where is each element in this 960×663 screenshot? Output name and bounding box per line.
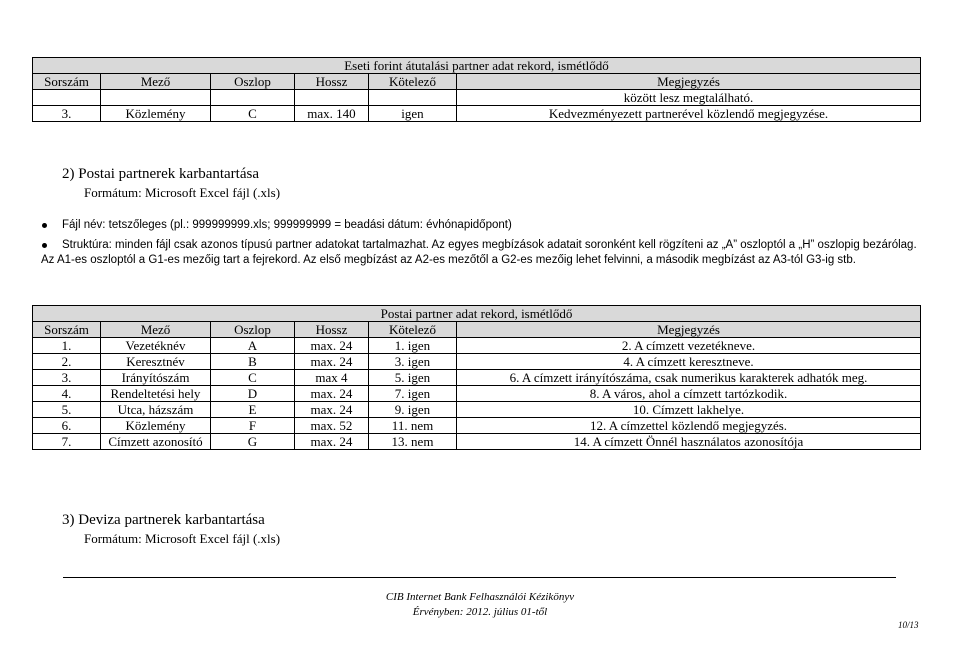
transfer-partner-record-table [32, 57, 921, 122]
page-number: 10/13 [898, 620, 919, 630]
table-cell: 4. [33, 386, 101, 402]
table-title: Postai partner adat rekord, ismétlődő [33, 306, 921, 322]
table-row [33, 354, 921, 370]
table-cell: 4. A címzett keresztneve. [457, 354, 921, 370]
section-heading: 2) Postai partnerek karbantartása [62, 166, 259, 182]
table-cell: 3. [33, 106, 101, 122]
bullet-text: Struktúra: minden fájl csak azonos típusú partner adatokat tartalmazhat. Az egyes megbízások adatait soronként kell rögzíteni az „A” oszloptól a „H” oszlopig bezárólag. Az A1-es oszloptól a G1-es mezőig tart a fejrekord. Az első megbízást az A2-es mezőtől a G2-es mezőig lehet felvinni, a második megbízást az A3-tól G3-ig stb. [41, 239, 917, 266]
table-cell: B [211, 354, 295, 370]
table-cell: max. 24 [295, 338, 369, 354]
table-cell: 1. igen [369, 338, 457, 354]
footer-title: CIB Internet Bank Felhasználói Kézikönyv [385, 591, 575, 603]
table-cell: 5. [33, 402, 101, 418]
header-cell: Hossz [295, 322, 369, 338]
table-cell: max. 140 [295, 106, 369, 122]
bullet-text: Fájl név: tetszőleges (pl.: 999999999.xls; 999999999 = beadási dátum: évhónapidőpont) [62, 219, 512, 231]
format-line: Formátum: Microsoft Excel fájl (.xls) [84, 185, 281, 200]
header-cell: Hossz [295, 74, 369, 90]
table-cell: max. 24 [295, 354, 369, 370]
table-cell: max. 52 [295, 418, 369, 434]
table-title-row [33, 58, 921, 74]
table-cell: igen [369, 106, 457, 122]
header-cell: Oszlop [211, 322, 295, 338]
table-row [33, 386, 921, 402]
note-cell: között lesz megtalálható. [457, 90, 921, 106]
table-cell: 12. A címzettel közlendő megjegyzés. [457, 418, 921, 434]
header-cell: Sorszám [33, 322, 101, 338]
table-cell: D [211, 386, 295, 402]
table-cell: 7. igen [369, 386, 457, 402]
table-cell: C [211, 106, 295, 122]
table-cell: 10. Címzett lakhelye. [457, 402, 921, 418]
table-cell: 8. A város, ahol a címzett tartózkodik. [457, 386, 921, 402]
bullet-icon [42, 223, 47, 228]
table-cell: Rendeltetési hely [101, 386, 211, 402]
table-cell: Utca, házszám [101, 402, 211, 418]
section-heading: 3) Deviza partnerek karbantartása [62, 512, 265, 528]
table-cell: G [211, 434, 295, 450]
table-cell: 2. [33, 354, 101, 370]
header-cell: Mező [101, 74, 211, 90]
table-cell: 7. [33, 434, 101, 450]
table-header-row [33, 322, 921, 338]
table-title-row [33, 306, 921, 322]
table-cell: Közlemény [101, 106, 211, 122]
table-cell: max. 24 [295, 402, 369, 418]
table-cell: A [211, 338, 295, 354]
header-cell: Kötelező [369, 322, 457, 338]
table-cell: 6. A címzett irányítószáma, csak numerikus karakterek adhatók meg. [457, 370, 921, 386]
table-cell: Keresztnév [101, 354, 211, 370]
table-cell: E [211, 402, 295, 418]
header-cell: Megjegyzés [457, 74, 921, 90]
table-cell: max 4 [295, 370, 369, 386]
table-cell: max. 24 [295, 386, 369, 402]
table-cell: 2. A címzett vezetékneve. [457, 338, 921, 354]
header-cell: Kötelező [369, 74, 457, 90]
table-title: Eseti forint átutalási partner adat rekord, ismétlődő [33, 58, 921, 74]
header-cell: Sorszám [33, 74, 101, 90]
table-row [33, 418, 921, 434]
table-cell: Vezetéknév [101, 338, 211, 354]
table-cell: 11. nem [369, 418, 457, 434]
table-row [33, 402, 921, 418]
table-cell: max. 24 [295, 434, 369, 450]
footer-rule [63, 577, 896, 578]
table-header-row [33, 74, 921, 90]
header-cell: Oszlop [211, 74, 295, 90]
table-row [33, 90, 921, 106]
table-cell: C [211, 370, 295, 386]
table-row [33, 106, 921, 122]
table-cell: 14. A címzett Önnél használatos azonosítója [457, 434, 921, 450]
footer-validity: Érvényben: 2012. július 01-től [412, 606, 548, 618]
table-cell: Közlemény [101, 418, 211, 434]
table-cell: Címzett azonosító [101, 434, 211, 450]
table-cell: Irányítószám [101, 370, 211, 386]
header-cell: Megjegyzés [457, 322, 921, 338]
table-row [33, 370, 921, 386]
table-cell: 3. [33, 370, 101, 386]
table-cell: Kedvezményezett partnerével közlendő megjegyzése. [457, 106, 921, 122]
header-cell: Mező [101, 322, 211, 338]
table-cell: 3. igen [369, 354, 457, 370]
table-cell: 9. igen [369, 402, 457, 418]
table-row [33, 434, 921, 450]
table-cell: 1. [33, 338, 101, 354]
postal-partner-record-table [32, 305, 921, 450]
table-cell: 5. igen [369, 370, 457, 386]
table-row [33, 338, 921, 354]
table-cell: 6. [33, 418, 101, 434]
format-line: Formátum: Microsoft Excel fájl (.xls) [84, 531, 281, 546]
table-cell: F [211, 418, 295, 434]
table-cell: 13. nem [369, 434, 457, 450]
